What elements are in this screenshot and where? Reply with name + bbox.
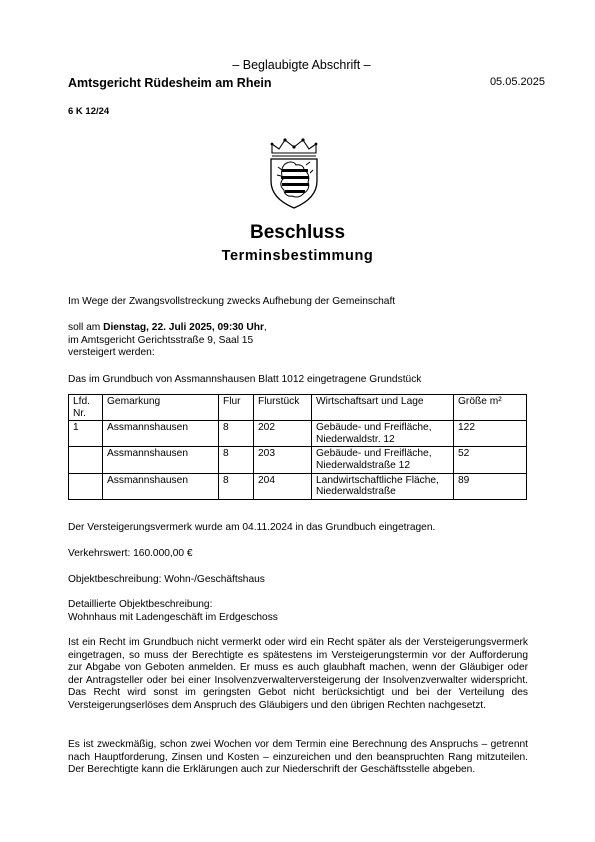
table-header: Lfd. Nr. xyxy=(69,395,103,421)
table-cell: 8 xyxy=(219,447,254,473)
appointment-datetime: Dienstag, 22. Juli 2025, 09:30 Uhr xyxy=(103,322,264,333)
table-cell: 1 xyxy=(69,421,103,447)
appointment-block xyxy=(68,322,528,360)
table-cell: 89 xyxy=(454,473,527,499)
detailed-description-label: Detaillierte Objektbeschreibung: xyxy=(68,599,213,610)
table-row xyxy=(69,473,527,499)
property-table xyxy=(68,394,527,500)
table-cell xyxy=(69,447,103,473)
table-cell: Assmannshausen xyxy=(103,447,219,473)
table-cell: Landwirtschaftliche Fläche, Niederwaldstraße xyxy=(312,473,454,499)
certified-copy-label: – Beglaubigte Abschrift – xyxy=(232,58,371,72)
table-row xyxy=(69,421,527,447)
table-header: Größe m² xyxy=(454,395,527,421)
case-number: 6 K 12/24 xyxy=(68,106,110,117)
appointment-prefix: soll am xyxy=(68,322,104,333)
court-name: Amtsgericht Rüdesheim am Rhein xyxy=(68,76,272,90)
table-cell: Gebäude- und Freifläche, Niederwaldstr. 12 xyxy=(312,421,454,447)
table-cell: 52 xyxy=(454,447,527,473)
table-cell: 202 xyxy=(254,421,312,447)
detailed-description xyxy=(68,599,528,624)
table-cell: Assmannshausen xyxy=(103,473,219,499)
appointment-location: im Amtsgericht Gerichtsstraße 9, Saal 15 xyxy=(68,334,254,346)
table-cell: Gebäude- und Freifläche, Niederwaldstraße 12 xyxy=(312,447,454,473)
table-header: Wirtschaftsart und Lage xyxy=(312,395,454,421)
table-cell xyxy=(69,473,103,499)
document-title: Beschluss xyxy=(249,222,346,243)
claim-paragraph: Es ist zweckmäßig, schon zwei Wochen vor dem Termin eine Berechnung des Anspruchs – getrennt nach Hauptforderung, Zinsen und Kosten – einzureichen und den beanspruchten Rang mitzuteilen. Der Berechtigte kann die Erklärungen auch zur Niederschrift der Geschäftsstelle abgeben. xyxy=(68,739,528,776)
appointment-action: versteigert werden: xyxy=(68,347,155,359)
table-header: Flurstück xyxy=(254,395,312,421)
table-cell: 122 xyxy=(454,421,527,447)
table-cell: Assmannshausen xyxy=(103,421,219,447)
appointment-line xyxy=(68,322,528,335)
table-cell: 203 xyxy=(254,447,312,473)
table-header: Gemarkung xyxy=(103,395,219,421)
detailed-description-value: Wohnhaus mit Ladengeschäft im Erdgeschoss xyxy=(68,611,278,623)
table-header: Flur xyxy=(219,395,254,421)
rights-paragraph: Ist ein Recht im Grundbuch nicht vermerkt oder wird ein Recht später als der Versteigerungsvermerk eingetragen, so muss der Berechtigte es spätestens im Versteigerungstermin vor der Aufforderung zur Abgabe von Geboten anmelden. Er muss es auch glaubhaft machen, wenn der Gläubiger oder der Antragsteller oder bei einer Insolvenzverwalterversteigerung der Insolvenzverwalter widerspricht. Das Recht wird sonst im geringsten Gebot nicht berücksichtigt und bei der Verteilung des Versteigerungserlöses dem Anspruch des Gläubigers und den übrigen Rechten nachgesetzt. xyxy=(68,637,528,711)
registration-note: Der Versteigerungsvermerk wurde am 04.11.2024 in das Grundbuch eingetragen. xyxy=(68,522,436,533)
intro-text: Im Wege der Zwangsvollstreckung zwecks Aufhebung der Gemeinschaft xyxy=(68,296,396,307)
market-value: Verkehrswert: 160.000,00 € xyxy=(68,548,193,559)
object-description: Objektbeschreibung: Wohn-/Geschäftshaus xyxy=(68,574,265,585)
table-cell: 204 xyxy=(254,473,312,499)
property-intro: Das im Grundbuch von Assmannshausen Blatt 1012 eingetragene Grundstück xyxy=(68,374,422,385)
hessen-lion-crest-icon xyxy=(266,137,322,209)
document-subtitle: Terminsbestimmung xyxy=(221,248,374,264)
table-header-row xyxy=(69,395,527,421)
appointment-suffix: , xyxy=(263,322,267,333)
table-cell: 8 xyxy=(219,473,254,499)
document-date: 05.05.2025 xyxy=(489,76,545,88)
table-cell: 8 xyxy=(219,421,254,447)
table-row xyxy=(69,447,527,473)
